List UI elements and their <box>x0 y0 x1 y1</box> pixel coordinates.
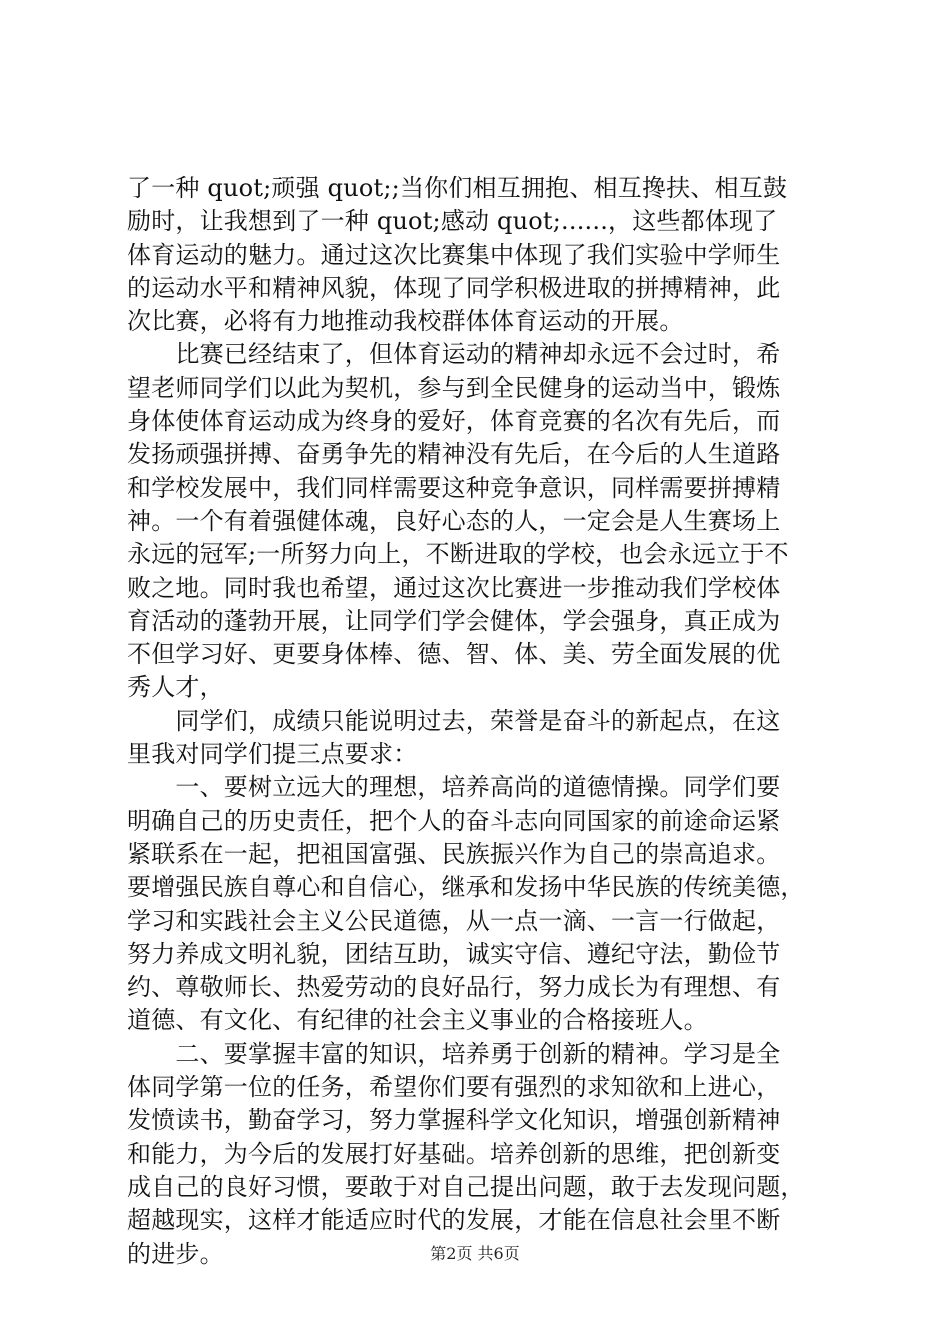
text-line: 里我对同学们提三点要求： <box>127 740 418 769</box>
text-line: 比赛已经结束了，但体育运动的精神却永远不会过时，希 <box>127 340 781 369</box>
text-line: 发扬顽强拼搏、奋勇争先的精神没有先后，在今后的人生道路 <box>127 440 781 469</box>
text-line: 望老师同学们以此为契机，参与到全民健身的运动当中，锻炼 <box>127 373 781 402</box>
text-line: 不但学习好、更要身体棒、德、智、体、美、劳全面发展的优 <box>127 640 781 669</box>
text-line: 秀人才， <box>127 673 224 702</box>
page-footer: 第2页 共6页 <box>430 1244 520 1263</box>
text-line: 永远的冠军;一所努力向上，不断进取的学校，也会永远立于不 <box>127 540 789 569</box>
text-line: 成自己的良好习惯，要敢于对自己提出问题，敢于去发现问题， <box>127 1172 805 1201</box>
text-line: 和学校发展中，我们同样需要这种竞争意识，同样需要拼搏精 <box>127 473 781 502</box>
body-text <box>127 172 832 1271</box>
text-line: 的进步。 <box>127 1239 224 1268</box>
text-line: 了一种 quot;顽强 quot;;当你们相互拥抱、相互搀扶、相互鼓 <box>127 174 788 202</box>
text-line: 励时，让我想到了一种 quot;感动 quot;......，这些都体现了 <box>127 207 778 236</box>
text-line: 的运动水平和精神风貌，体现了同学积极进取的拼搏精神，此 <box>127 273 781 302</box>
text-line: 身体使体育运动成为终身的爱好，体育竞赛的名次有先后，而 <box>127 407 781 436</box>
text-line: 体同学第一位的任务，希望你们要有强烈的求知欲和上进心， <box>127 1073 781 1102</box>
text-line: 和能力，为今后的发展打好基础。培养创新的思维，把创新变 <box>127 1139 781 1168</box>
text-line: 体育运动的魅力。通过这次比赛集中体现了我们实验中学师生 <box>127 240 781 269</box>
text-line: 要增强民族自尊心和自信心，继承和发扬中华民族的传统美德， <box>127 873 805 902</box>
text-line: 超越现实，这样才能适应时代的发展，才能在信息社会里不断 <box>127 1206 781 1235</box>
text-line: 神。一个有着强健体魂，良好心态的人，一定会是人生赛场上 <box>127 506 781 535</box>
text-line: 败之地。同时我也希望，通过这次比赛进一步推动我们学校体 <box>127 573 781 602</box>
text-line: 紧联系在一起，把祖国富强、民族振兴作为自己的崇高追求。 <box>127 839 781 868</box>
text-line: 同学们，成绩只能说明过去，荣誉是奋斗的新起点，在这 <box>127 706 781 735</box>
text-line: 约、尊敬师长、热爱劳动的良好品行，努力成长为有理想、有 <box>127 973 781 1002</box>
text-line: 二、要掌握丰富的知识，培养勇于创新的精神。学习是全 <box>127 1039 781 1068</box>
text-line: 次比赛，必将有力地推动我校群体体育运动的开展。 <box>127 307 684 336</box>
text-line: 发愤读书，勤奋学习，努力掌握科学文化知识，增强创新精神 <box>127 1106 781 1135</box>
text-line: 明确自己的历史责任，把个人的奋斗志向同国家的前途命运紧 <box>127 806 781 835</box>
text-line: 一、要树立远大的理想，培养高尚的道德情操。同学们要 <box>127 773 781 802</box>
text-line: 努力养成文明礼貌，团结互助，诚实守信、遵纪守法，勤俭节 <box>127 939 781 968</box>
text-line: 道德、有文化、有纪律的社会主义事业的合格接班人。 <box>127 1006 708 1035</box>
text-line: 学习和实践社会主义公民道德，从一点一滴、一言一行做起， <box>127 906 781 935</box>
text-line: 育活动的蓬勃开展，让同学们学会健体，学会强身，真正成为 <box>127 606 781 635</box>
